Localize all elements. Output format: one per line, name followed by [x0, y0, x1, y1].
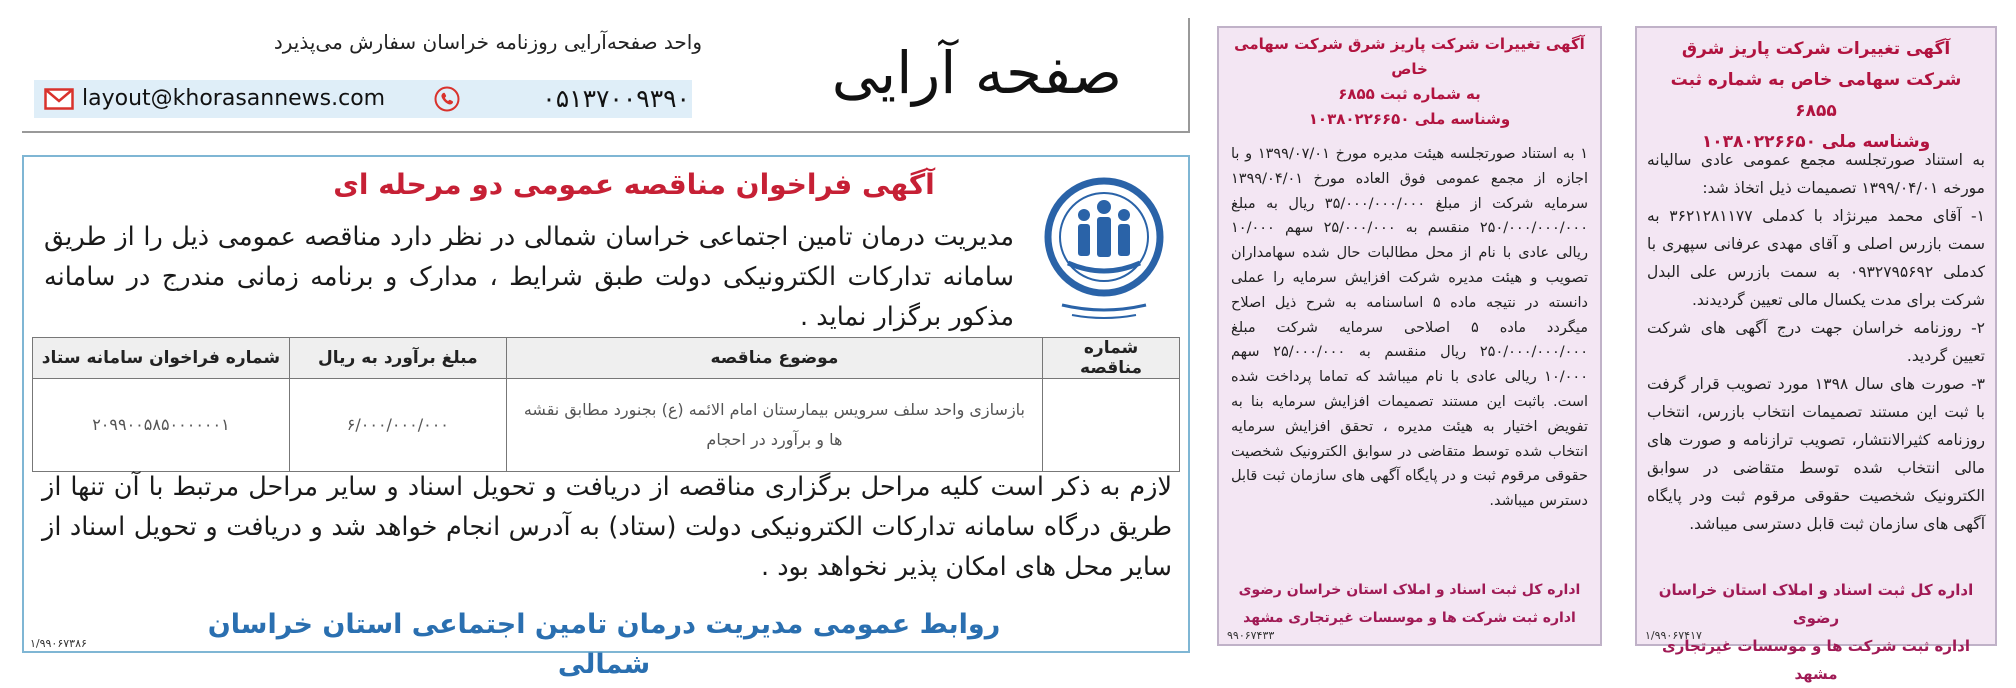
column-header-subject: موضوع مناقصه — [506, 338, 1042, 379]
table-header-row — [33, 338, 1180, 379]
cell-setad-number: ۲۰۹۹۰۰۵۸۵۰۰۰۰۰۰۱ — [33, 379, 290, 472]
notice-2-code: ۹۹۰۶۷۴۳۳ — [1227, 629, 1275, 642]
phone-number[interactable]: ۰۵۱۳۷۰۰۹۳۹۰ — [542, 84, 690, 113]
mail-icon — [44, 88, 74, 110]
cell-subject: بازسازی واحد سلف سرویس بیمارستان امام الائمه (ع) بجنورد مطابق نقشه ها و برآورد در احجام — [506, 379, 1042, 472]
tender-intro: مدیریت درمان تامین اجتماعی خراسان شمالی در نظر دارد مناقصه عمومی ذیل را از طریق سامانه تدارکات الکترونیکی دولت طبق شرایط ، مدارک و برنامه زمانی مندرج در سامانه مذکور برگزار نماید . — [44, 222, 1014, 332]
column-header-estimate: مبلغ برآورد به ریال — [289, 338, 506, 379]
notice-2-footer: اداره کل ثبت اسناد و املاک استان خراسان رضوی اداره ثبت شرکت ها و موسسات غیرتجاری مشهد — [1238, 582, 1581, 626]
notice-1-footer: اداره کل ثبت اسناد و املاک استان خراسان رضوی اداره ثبت شرکت ها و موسسات غیرتجاری مشهد — [1658, 581, 1974, 683]
email-address[interactable]: layout@khorasannews.com — [82, 86, 386, 111]
cell-tender-number — [1043, 379, 1180, 472]
tender-table — [32, 337, 1180, 472]
layout-title: صفحه آرایی — [831, 39, 1122, 107]
tender-signature: روابط عمومی مدیریت درمان تامین اجتماعی استان خراسان شمالی — [207, 609, 1001, 680]
registration-notice-1 — [1635, 26, 1997, 683]
notice-2-body: ۱ به استناد صورتجلسه هیئت مدیره مورخ ۱۳۹۹/۰۷/۰۱ و با اجازه از مجمع عمومی فوق العاده مورخ ۱۳۹۹/۰۴/۰۱ سرمایه شرکت از مبلغ ۳۵/۰۰۰/۰۰۰/۰۰۰ ریال به مبلغ ۲۵۰/۰۰۰/۰۰۰/۰۰۰ منقسم به ۲۵/۰۰۰/۰۰۰ سهم ۱۰/۰۰۰ ریالی عادی با نام از محل مطالبات حال شده سهامداران تصویب و هیئت مدیره شرکت افزایش سرمایه را عملی دانسته در نتیجه ماده ۵ اساسنامه به شرح ذیل اصلاح میگردد ماده ۵ اصلاحی سرمایه شرکت مبلغ ۲۵۰/۰۰۰/۰۰۰/۰۰۰ ریال منقسم به ۲۵/۰۰۰/۰۰۰ سهم ۱۰/۰۰۰ ریالی عادی با نام میباشد که تماما پرداخت شده است. باثبت این مستند تصمیمات افزایش سرمایه بنا به تفویض اختیار به هیئت مدیره ، تحقق افزایش سرمایه انتخاب شده توسط متقاضی در سوابق الکترونیک شخصیت حقوقی مرقوم ثبت و در پایگاه آگهی های سازمان ثبت قابل دسترس میباشد. — [1231, 146, 1589, 510]
notice-1-code: ۱/۹۹۰۶۷۴۱۷ — [1645, 629, 1702, 642]
notice-1-body: به استناد صورتجلسه مجمع عمومی عادی سالیانه مورخه ۱۳۹۹/۰۴/۰۱ تصمیمات ذیل اتخاذ شد: ۱- آقای محمد میرنژاد با کدملی ۳۶۲۱۲۸۱۱۷۷ به سمت بازرس اصلی و آقای مهدی عرفانی سپهری با کدملی ۰۹۳۲۷۹۵۶۹۲ به سمت بازرس علی البدل شرکت برای مدت یکسال مالی تعیین گردیدند. ۲- روزنامه خراسان جهت درج آگهی های شرکت تعیین گردید. ۳- صورت های سال ۱۳۹۸ مورد تصویب قرار گرفت با ثبت این مستند تصمیمات انتخاب بازرس، انتخاب روزنامه کثیرالانتشار، تصویب ترازنامه و صورت های مالی انتخاب شده توسط متقاضی در سوابق الکترونیک شخصیت حقوقی مرقوم ثبت ودر پایگاه آگهی های سازمان ثبت قابل دسترسی میباشد. — [1647, 151, 1985, 533]
registration-notice-2 — [1217, 26, 1602, 646]
tender-title: آگهی فراخوان مناقصه عمومی دو مرحله ای — [333, 168, 935, 201]
column-header-tender-number: شماره مناقصه — [1043, 338, 1180, 379]
tender-code: ۱/۹۹۰۶۷۳۸۶ — [30, 637, 87, 650]
layout-service-banner — [22, 18, 1190, 133]
table-row — [33, 379, 1180, 472]
phone-icon — [434, 86, 460, 112]
column-header-setad-number: شماره فراخوان سامانه ستاد — [33, 338, 290, 379]
tender-note: لازم به ذکر است کلیه مراحل برگزاری مناقصه از دریافت و تحویل اسناد و سایر مراحل مرتبط با آن تنها از طریق درگاه سامانه تدارکات الکترونیکی دولت (ستاد) به آدرس انجام خواهد شد و دریافت و تحویل اسناد از سایر محل های امکان پذیر نخواهد بود . — [42, 472, 1172, 582]
social-security-logo — [1038, 175, 1170, 325]
tender-notice — [22, 155, 1190, 680]
contact-strip — [34, 80, 692, 118]
notice-1-title: آگهی تغییرات شرکت پاریز شرق شرکت سهامی خاص به شماره ثبت ۶۸۵۵ وشناسه ملی ۱۰۳۸۰۲۲۶۶۵۰ — [1670, 39, 1962, 152]
layout-description: واحد صفحه‌آرایی روزنامه خراسان سفارش می‌پذیرد — [273, 30, 702, 54]
cell-estimate: ۶/۰۰۰/۰۰۰/۰۰۰ — [289, 379, 506, 472]
notice-2-title: آگهی تغییرات شرکت پاریز شرق شرکت سهامی خاص به شماره ثبت ۶۸۵۵ وشناسه ملی ۱۰۳۸۰۲۲۶۶۵۰ — [1234, 35, 1585, 128]
